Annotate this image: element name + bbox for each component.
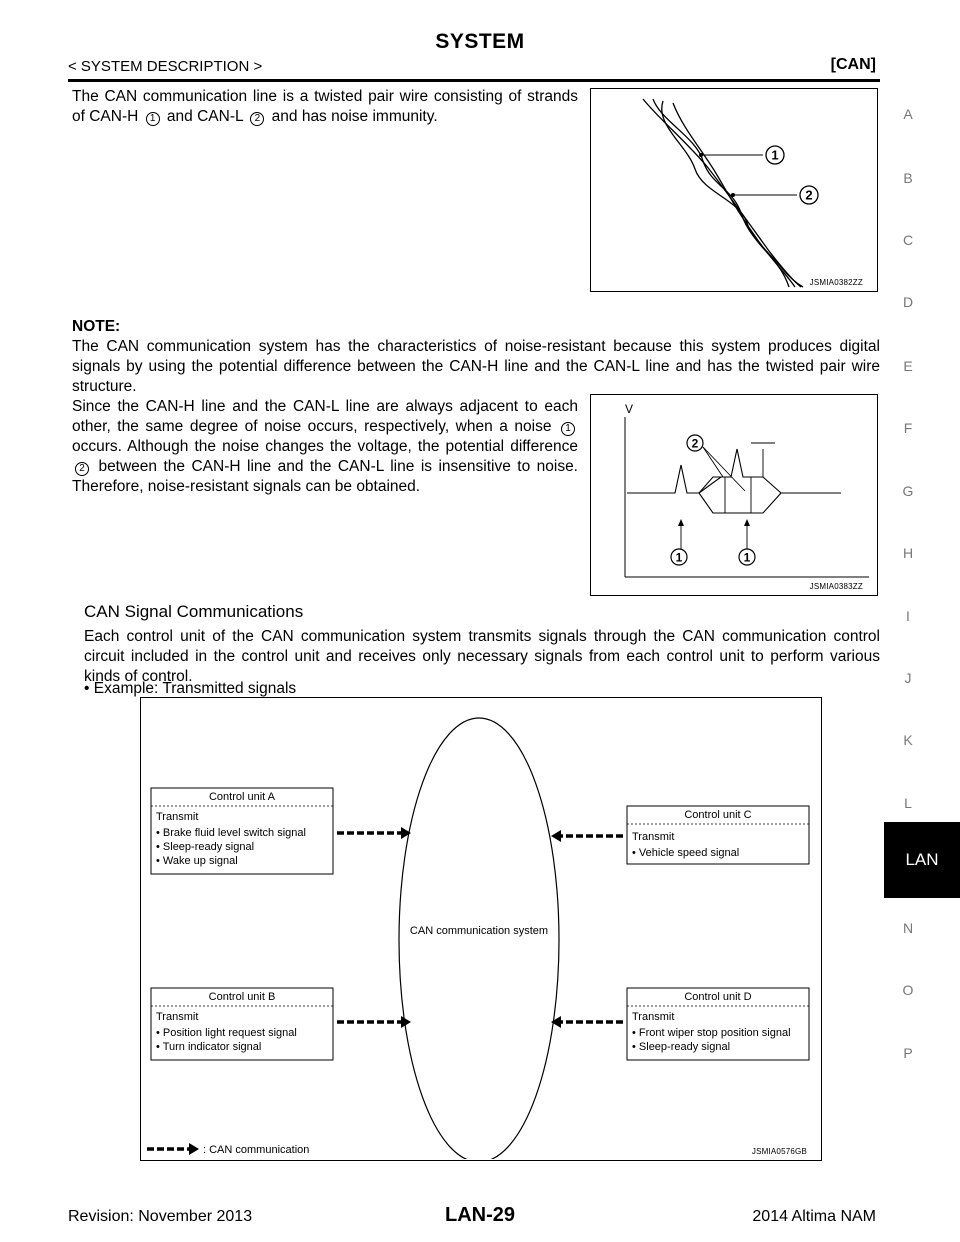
intro-text: and has noise immunity.	[267, 108, 438, 125]
twisted-pair-illustration	[591, 89, 876, 290]
twisted-pair-figure	[590, 88, 878, 292]
figure-code: JSMIA0576GB	[751, 1147, 807, 1156]
footer-model: 2014 Altima NAM	[752, 1208, 876, 1225]
callout-1: 1	[675, 550, 683, 565]
unit-d-title: Control unit D	[684, 991, 752, 1003]
unit-a-transmit: Transmit	[156, 811, 199, 823]
noise-paragraph	[72, 397, 578, 497]
noise-waveform-figure	[590, 394, 878, 596]
side-index-letter[interactable]: C	[902, 232, 914, 248]
callout-2: 2	[691, 436, 699, 451]
callout-1: 1	[771, 147, 779, 163]
example-bullet: • Example: Transmitted signals	[84, 680, 297, 697]
noise-text: occurs. Although the noise changes the voltage, the potential difference	[72, 438, 578, 455]
axis-label-v: V	[625, 402, 634, 416]
control-unit-d	[627, 988, 809, 1060]
header-divider	[68, 79, 880, 82]
footer-revision: Revision: November 2013	[68, 1208, 253, 1225]
breadcrumb: < SYSTEM DESCRIPTION >	[68, 58, 263, 75]
can-diagram-illustration	[141, 698, 820, 1159]
side-index-letter[interactable]: L	[904, 795, 912, 811]
side-index-letter[interactable]: G	[902, 483, 914, 499]
side-index-letter[interactable]: I	[906, 608, 910, 624]
unit-c-signal: • Vehicle speed signal	[632, 847, 740, 859]
unit-a-signal: • Wake up signal	[156, 855, 238, 867]
noise-text: between the CAN-H line and the CAN-L line is insensitive to noise. Therefore, noise-resistant signals can be obtained.	[72, 458, 578, 495]
footer-page-number: LAN-29	[444, 1204, 515, 1226]
side-index-letter[interactable]: F	[903, 420, 913, 436]
unit-b-title: Control unit B	[208, 991, 276, 1003]
callout-1: 1	[743, 550, 751, 565]
section-body: Each control unit of the CAN communication system transmits signals through the CAN communication control circuit included in the control unit and receives only necessary signals from each control unit to perform various kinds of control.	[84, 628, 880, 685]
side-index-letter[interactable]: J	[904, 670, 912, 686]
unit-c-transmit: Transmit	[632, 831, 675, 843]
side-index-letter[interactable]: D	[902, 294, 914, 310]
side-index-letter[interactable]: H	[902, 545, 914, 561]
unit-b-signal: • Turn indicator signal	[156, 1041, 262, 1053]
waveform-illustration	[591, 395, 876, 594]
side-index-letter[interactable]: P	[903, 1045, 913, 1061]
unit-a-signal: • Sleep-ready signal	[156, 841, 255, 853]
unit-d-transmit: Transmit	[632, 1011, 675, 1023]
unit-b-transmit: Transmit	[156, 1011, 199, 1023]
section-heading: CAN Signal Communications	[84, 602, 304, 621]
can-system-label: CAN communication system	[409, 925, 549, 937]
figure-code: JSMIA0383ZZ	[809, 582, 863, 591]
page-title: SYSTEM	[435, 30, 525, 53]
intro-paragraph	[72, 87, 578, 127]
can-signal-diagram	[140, 697, 822, 1161]
side-index-letter[interactable]: B	[903, 170, 913, 186]
control-unit-a	[151, 788, 333, 874]
side-index-letter[interactable]: A	[903, 106, 913, 122]
callout-marker: 1	[561, 422, 575, 436]
legend-label: : CAN communication	[203, 1144, 310, 1156]
control-unit-c	[627, 806, 809, 864]
unit-b-signal: • Position light request signal	[156, 1027, 297, 1039]
note-label: NOTE:	[72, 318, 121, 335]
callout-marker: 2	[250, 112, 264, 126]
unit-a-title: Control unit A	[208, 791, 276, 803]
note-body: The CAN communication system has the characteristics of noise-resistant because this system produces digital signals by using the potential difference between the CAN-H line and the CAN-L line and has the twisted pair wire structure.	[72, 338, 880, 395]
intro-text: The CAN communication line is a twisted pair wire consisting of strands of CAN-H	[72, 88, 578, 125]
callout-marker: 1	[146, 112, 160, 126]
side-index-letter[interactable]: N	[902, 920, 914, 936]
side-index-letter[interactable]: E	[903, 358, 913, 374]
unit-d-signal: • Front wiper stop position signal	[632, 1027, 791, 1039]
control-unit-b	[151, 988, 333, 1060]
noise-text: Since the CAN-H line and the CAN-L line are always adjacent to each other, the same degree of noise occurs, respectively, when a noise	[72, 398, 578, 435]
callout-2: 2	[805, 187, 813, 203]
unit-c-title: Control unit C	[684, 809, 752, 821]
intro-text: and CAN-L	[162, 108, 248, 125]
callout-marker: 2	[75, 462, 89, 476]
side-index-letter[interactable]: K	[903, 732, 913, 748]
side-index-active-tab[interactable]: LAN	[884, 822, 960, 898]
side-index-letter[interactable]: O	[902, 982, 914, 998]
unit-a-signal: • Brake fluid level switch signal	[156, 827, 306, 839]
figure-code: JSMIA0382ZZ	[809, 278, 863, 287]
unit-d-signal: • Sleep-ready signal	[632, 1041, 731, 1053]
section-tag: [CAN]	[830, 56, 876, 73]
